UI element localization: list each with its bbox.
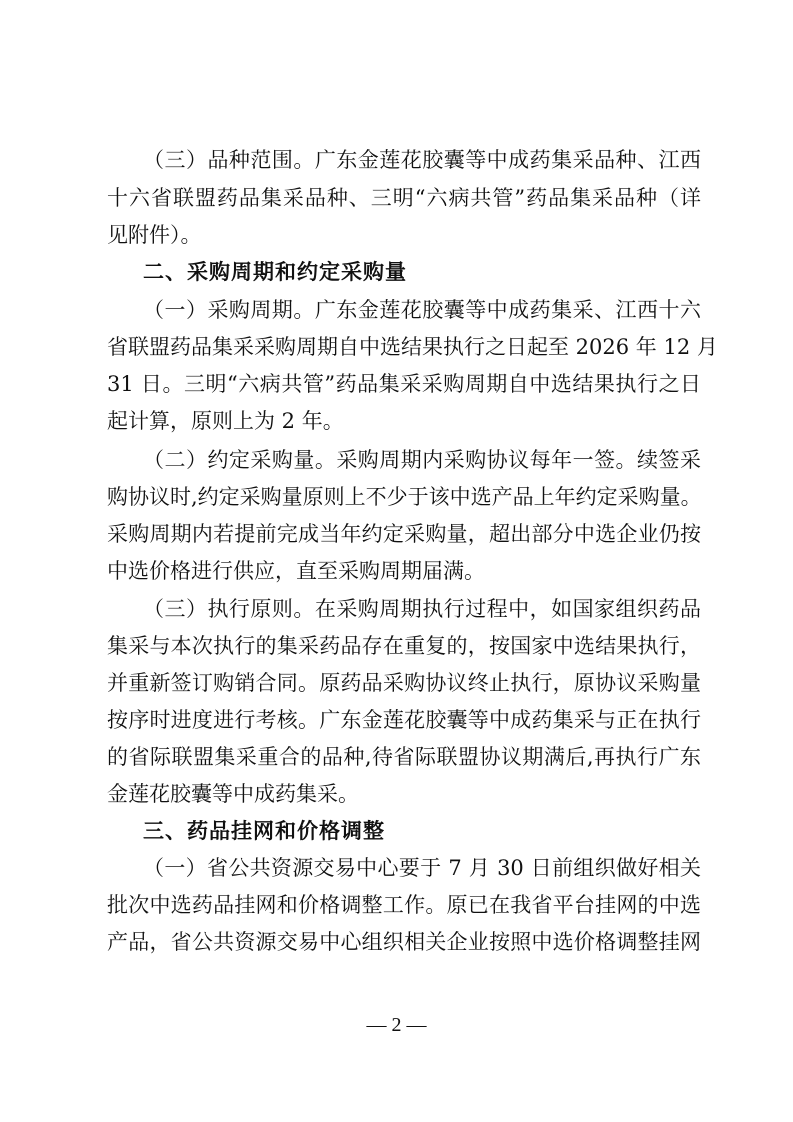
paragraph-line: 金莲花胶囊等中成药集采。 xyxy=(107,782,359,806)
paragraph-line: 采购周期内若提前完成当年约定采购量，超出部分中选企业仍按 xyxy=(107,522,701,546)
section-heading: 三、药品挂网和价格调整 xyxy=(143,819,385,843)
paragraph-line: 产品，省公共资源交易中心组织相关企业按照中选价格调整挂网 xyxy=(107,930,701,954)
page-number: — 2 — xyxy=(366,1014,427,1036)
paragraph-line: 省联盟药品集采采购周期自中选结果执行之日起至 2026 年 12 月 xyxy=(107,335,718,359)
paragraph-line: 集采与本次执行的集采药品存在重复的，按国家中选结果执行， xyxy=(107,634,701,658)
paragraph-line: 起计算，原则上为 2 年。 xyxy=(107,409,344,433)
paragraph-line: （一）采购周期。广东金莲花胶囊等中成药集采、江西十六 xyxy=(143,298,701,322)
paragraph-line: 购协议时,约定采购量原则上不少于该中选产品上年约定采购量。 xyxy=(107,485,702,509)
paragraph-line: 31 日。三明“六病共管”药品集采采购周期自中选结果执行之日 xyxy=(107,372,701,396)
paragraph-line: 的省际联盟集采重合的品种,待省际联盟协议期满后,再执行广东 xyxy=(107,745,701,769)
paragraph-line: 按序时进度进行考核。广东金莲花胶囊等中成药集采与正在执行 xyxy=(107,708,701,732)
section-heading: 二、采购周期和约定采购量 xyxy=(143,260,407,284)
paragraph-line: 批次中选药品挂网和价格调整工作。原已在我省平台挂网的中选 xyxy=(107,893,701,917)
paragraph-line: （三）品种范围。广东金莲花胶囊等中成药集采品种、江西 xyxy=(143,148,701,172)
paragraph-line: （一）省公共资源交易中心要于 7 月 30 日前组织做好相关 xyxy=(143,856,701,880)
paragraph-line: （二）约定采购量。采购周期内采购协议每年一签。续签采 xyxy=(143,448,701,472)
paragraph-line: 见附件）。 xyxy=(107,223,202,247)
paragraph-line: 中选价格进行供应，直至采购周期届满。 xyxy=(107,559,485,583)
paragraph-line: 十六省联盟药品集采品种、三明“六病共管”药品集采品种（详 xyxy=(107,186,701,210)
paragraph-line: （三）执行原则。在采购周期执行过程中，如国家组织药品 xyxy=(143,597,701,621)
paragraph-line: 并重新签订购销合同。原药品采购协议终止执行，原协议采购量 xyxy=(107,671,701,695)
